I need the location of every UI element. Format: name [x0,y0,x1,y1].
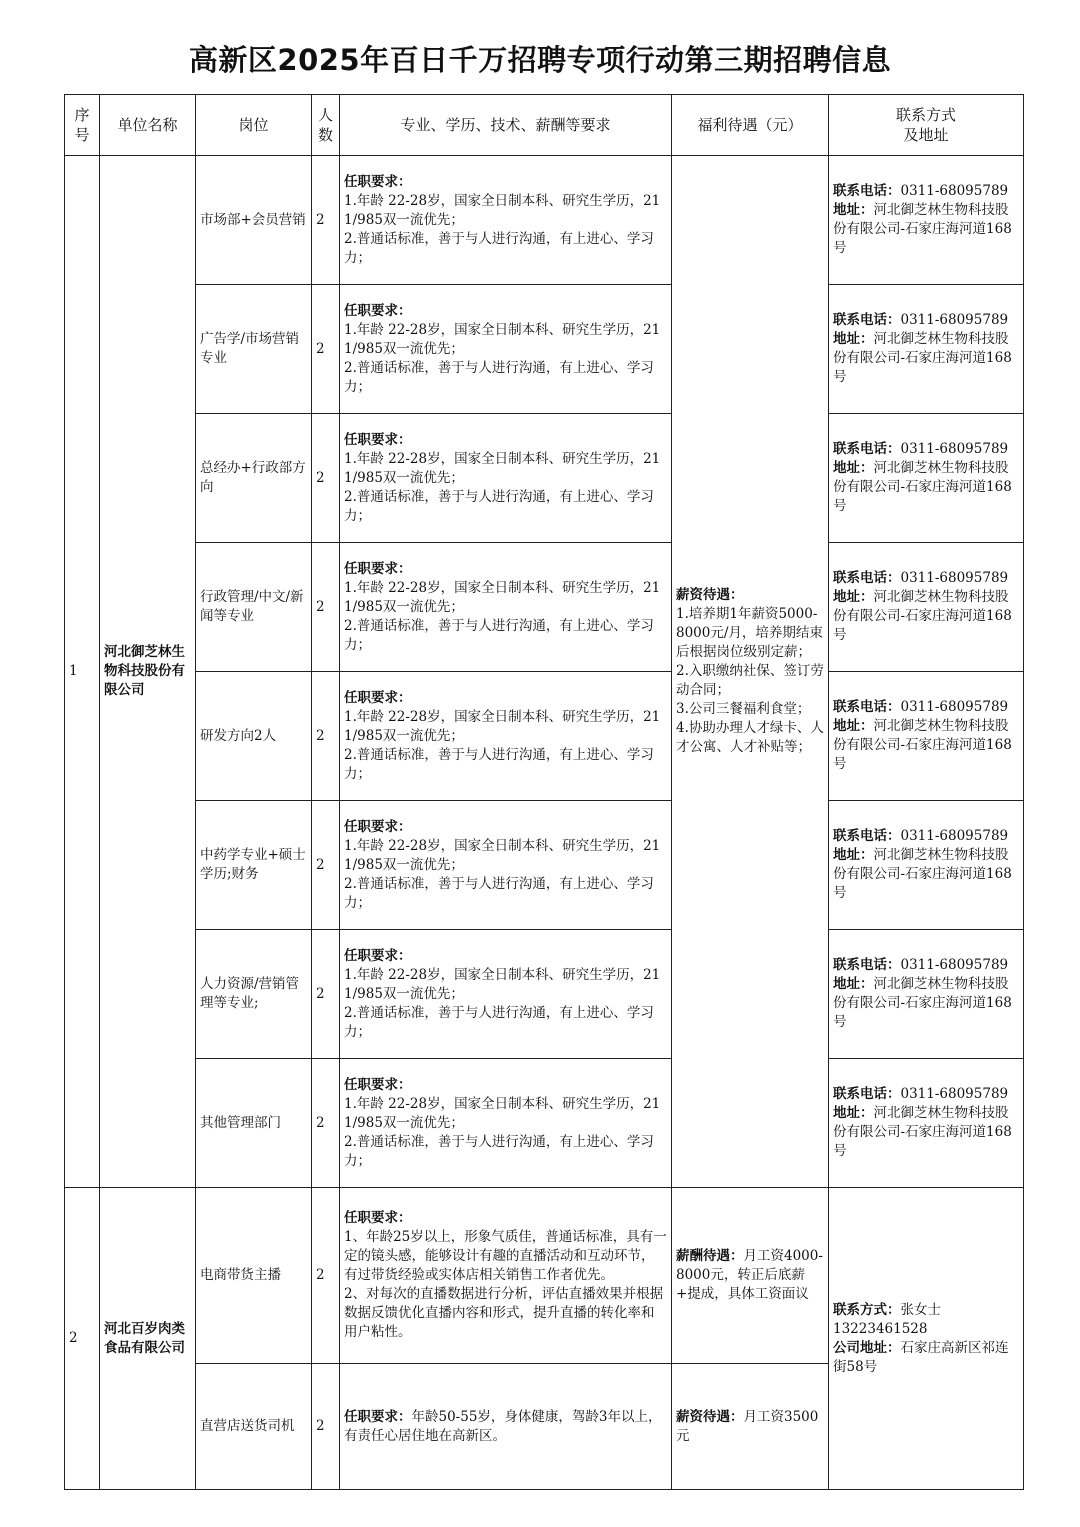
position-count: 2 [312,285,340,414]
requirements-cell [340,156,672,285]
header-benefits: 福利待遇（元） [672,95,829,156]
req-item-2: 2.普通话标准，善于与人进行沟通，有上进心、学习力； [344,617,654,653]
contact-cell [829,414,1024,543]
req-item-1: 年龄50-55岁，身体健康，驾龄3年以上，有责任心居住地在高新区。 [344,1408,662,1444]
req-heading: 任职要求： [344,1408,412,1425]
position-count: 2 [312,801,340,930]
benefit-item: 2.入职缴纳社保、签订劳动合同； [676,663,824,698]
requirements-cell [340,801,672,930]
benefits-cell [672,1188,829,1364]
contact-person-label: 联系方式： [833,1301,901,1318]
contact-addr: 河北御芝林生物科技股份有限公司-石家庄海河道168号 [833,460,1012,514]
table-row [65,672,1024,801]
position-name: 电商带货主播 [196,1188,312,1364]
table-row [65,285,1024,414]
contact-cell [829,1059,1024,1188]
req-item-2: 2.普通话标准，善于与人进行沟通，有上进心、学习力； [344,359,654,395]
position-count: 2 [312,930,340,1059]
contact-phone: 0311-68095789 [900,828,1009,844]
recruitment-table [64,94,1024,1490]
req-heading: 任职要求： [344,302,412,319]
contact-addr-label: 地址： [833,331,874,347]
header-position: 岗位 [196,95,312,156]
position-name: 人力资源/营销管理等专业; [196,930,312,1059]
position-name: 研发方向2人 [196,672,312,801]
benefit-item: 4.协助办理人才绿卡、人才公寓、人才补贴等； [676,720,824,755]
table-row [65,801,1024,930]
position-name: 中药学专业+硕士学历;财务 [196,801,312,930]
req-item-2: 2.普通话标准，善于与人进行沟通，有上进心、学习力； [344,1004,654,1040]
contact-addr: 河北御芝林生物科技股份有限公司-石家庄海河道168号 [833,1105,1012,1159]
position-name: 行政管理/中文/新闻等专业 [196,543,312,672]
requirements-cell [340,1188,672,1364]
contact-addr: 河北御芝林生物科技股份有限公司-石家庄海河道168号 [833,976,1012,1030]
contact-addr-label: 地址： [833,718,874,734]
contact-cell [829,543,1024,672]
position-count: 2 [312,1364,340,1490]
contact-person: 张女士 [900,1301,941,1318]
table-row [65,1188,1024,1364]
contact-phone-label: 联系电话： [833,957,901,973]
contact-phone: 0311-68095789 [900,1086,1009,1102]
req-item-2: 2.普通话标准，善于与人进行沟通，有上进心、学习力； [344,488,654,524]
req-item-2: 2.普通话标准，善于与人进行沟通，有上进心、学习力； [344,230,654,266]
contact-cell [829,801,1024,930]
header-requirements: 专业、学历、技术、薪酬等要求 [340,95,672,156]
contact-phone: 0311-68095789 [900,957,1009,973]
contact-addr-label: 公司地址： [833,1339,901,1356]
position-name: 广告学/市场营销专业 [196,285,312,414]
benefit-label: 薪酬待遇： [676,1248,744,1264]
req-item-1: 1.年龄 22-28岁，国家全日制本科、研究生学历，211/985双一流优先； [344,708,661,744]
header-contact [829,95,1024,156]
contact-addr-label: 地址： [833,847,874,863]
req-item-1: 1.年龄 22-28岁，国家全日制本科、研究生学历，211/985双一流优先； [344,192,661,228]
seq-cell: 1 [65,156,100,1188]
position-count: 2 [312,672,340,801]
contact-phone-label: 联系电话： [833,183,901,199]
table-row [65,156,1024,285]
contact-addr: 河北御芝林生物科技股份有限公司-石家庄海河道168号 [833,847,1012,901]
benefit-text: 月工资4000-8000元，转正后底薪+提成，具体工资面议 [676,1248,823,1302]
contact-cell [829,1188,1024,1490]
contact-addr: 河北御芝林生物科技股份有限公司-石家庄海河道168号 [833,331,1012,385]
requirements-cell [340,672,672,801]
contact-phone-label: 联系电话： [833,699,901,715]
req-item-1: 1.年龄 22-28岁，国家全日制本科、研究生学历，211/985双一流优先； [344,837,661,873]
benefits-cell [672,1364,829,1490]
req-heading: 任职要求： [344,560,412,577]
contact-phone-label: 联系电话： [833,1086,901,1102]
contact-addr: 河北御芝林生物科技股份有限公司-石家庄海河道168号 [833,589,1012,643]
contact-addr-label: 地址： [833,976,874,992]
benefit-item: 1.培养期1年薪资5000-8000元/月，培养期结束后根据岗位级别定薪； [676,606,823,660]
contact-cell [829,930,1024,1059]
header-count: 人数 [312,95,340,156]
contact-addr-label: 地址： [833,1105,874,1121]
req-item-1: 1.年龄 22-28岁，国家全日制本科、研究生学历，211/985双一流优先； [344,1095,661,1131]
table-row [65,414,1024,543]
req-heading: 任职要求： [344,431,412,448]
contact-addr-label: 地址： [833,202,874,218]
req-item-2: 2.普通话标准，善于与人进行沟通，有上进心、学习力； [344,746,654,782]
position-count: 2 [312,414,340,543]
requirements-cell [340,285,672,414]
req-item-2: 2、对每次的直播数据进行分析，评估直播效果并根据数据反馈优化直播内容和形式，提升直播的转化率和用户粘性。 [344,1286,664,1340]
header-seq: 序号 [65,95,100,156]
company-name: 河北御芝林生物科技股份有限公司 [100,156,196,1188]
table-row [65,543,1024,672]
contact-phone: 0311-68095789 [900,183,1009,199]
contact-phone: 0311-68095789 [900,441,1009,457]
contact-phone: 0311-68095789 [900,699,1009,715]
req-heading: 任职要求： [344,173,412,190]
position-count: 2 [312,1059,340,1188]
req-heading: 任职要求： [344,1210,412,1226]
contact-cell [829,672,1024,801]
requirements-cell [340,414,672,543]
contact-addr: 河北御芝林生物科技股份有限公司-石家庄海河道168号 [833,202,1012,256]
req-heading: 任职要求： [344,947,412,964]
header-unit: 单位名称 [100,95,196,156]
position-name: 直营店送货司机 [196,1364,312,1490]
contact-addr: 石家庄高新区祁连街58号 [833,1339,1009,1375]
requirements-cell [340,930,672,1059]
contact-cell [829,285,1024,414]
req-heading: 任职要求： [344,689,412,706]
position-count: 2 [312,1188,340,1364]
page-title: 高新区2025年百日千万招聘专项行动第三期招聘信息 [188,43,892,77]
req-item-2: 2.普通话标准，善于与人进行沟通，有上进心、学习力； [344,875,654,911]
benefit-label: 薪资待遇： [676,1408,744,1425]
table-row [65,930,1024,1059]
contact-phone-label: 联系电话： [833,441,901,457]
contact-phone: 13223461528 [833,1320,928,1337]
contact-cell [829,156,1024,285]
req-item-1: 1.年龄 22-28岁，国家全日制本科、研究生学历，211/985双一流优先； [344,579,661,615]
req-item-1: 1.年龄 22-28岁，国家全日制本科、研究生学历，211/985双一流优先； [344,966,661,1002]
contact-phone: 0311-68095789 [900,312,1009,328]
position-name: 市场部+会员营销 [196,156,312,285]
contact-addr: 河北御芝林生物科技股份有限公司-石家庄海河道168号 [833,718,1012,772]
company-name: 河北百岁肉类食品有限公司 [100,1188,196,1490]
header-contact-line1: 联系方式 [895,106,956,124]
benefit-item: 3.公司三餐福利食堂； [676,701,811,717]
benefits-cell [672,156,829,1188]
position-name: 其他管理部门 [196,1059,312,1188]
req-heading: 任职要求： [344,818,412,835]
contact-phone-label: 联系电话： [833,828,901,844]
requirements-cell [340,1364,672,1490]
table-row [65,1059,1024,1188]
req-item-2: 2.普通话标准，善于与人进行沟通，有上进心、学习力； [344,1133,654,1169]
position-count: 2 [312,543,340,672]
requirements-cell [340,543,672,672]
contact-phone-label: 联系电话： [833,570,901,586]
req-item-1: 1.年龄 22-28岁，国家全日制本科、研究生学历，211/985双一流优先； [344,450,661,486]
benefit-text: 月工资3500元 [676,1408,819,1444]
contact-addr-label: 地址： [833,589,874,605]
contact-phone-label: 联系电话： [833,312,901,328]
seq-cell: 2 [65,1188,100,1490]
requirements-cell [340,1059,672,1188]
req-item-1: 1.年龄 22-28岁，国家全日制本科、研究生学历，211/985双一流优先； [344,321,661,357]
contact-addr-label: 地址： [833,460,874,476]
contact-phone: 0311-68095789 [900,570,1009,586]
position-count: 2 [312,156,340,285]
position-name: 总经办+行政部方向 [196,414,312,543]
header-contact-line2: 及地址 [903,126,949,144]
req-item-1: 1、年龄25岁以上，形象气质佳，普通话标准，具有一定的镜头感，能够设计有趣的直播活动和互动环节，有过带货经验或实体店相关销售工作者优先。 [344,1229,667,1283]
benefits-heading: 薪资待遇： [676,587,744,603]
req-heading: 任职要求： [344,1076,412,1093]
header-row [65,95,1024,156]
